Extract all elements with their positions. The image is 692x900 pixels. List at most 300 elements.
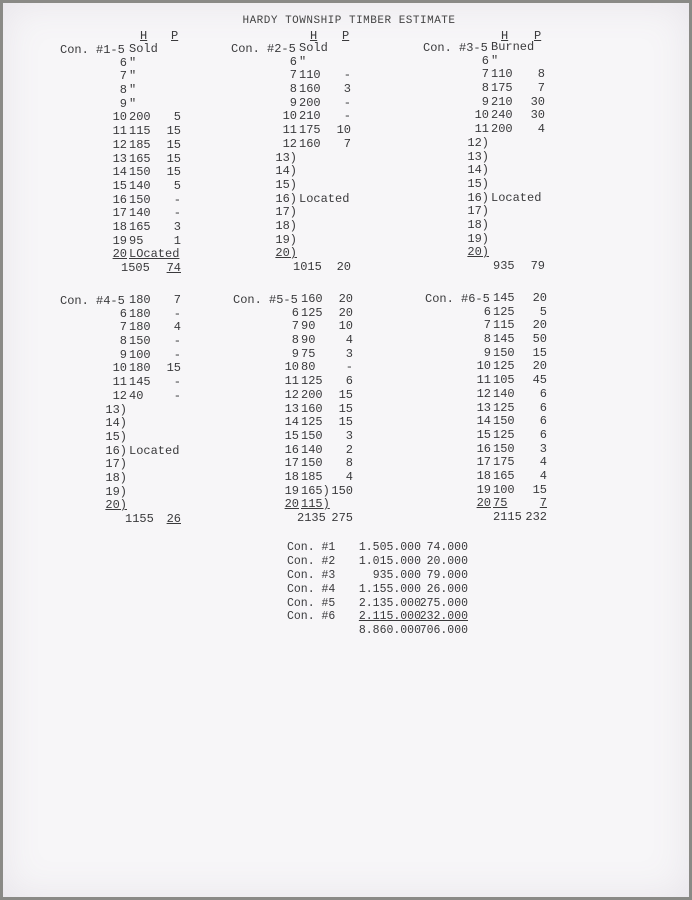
summary-row	[283, 583, 483, 597]
block1-row-h-value: 165	[129, 151, 151, 166]
block4-total-h: 1155	[125, 512, 154, 526]
block3-row-h-value: "	[491, 53, 499, 68]
header-p-2: P	[342, 29, 350, 43]
block4-row	[103, 486, 193, 500]
block5-row-h-value: 150	[301, 428, 323, 443]
block6-row-number: 19	[476, 482, 491, 497]
summary-row	[283, 555, 483, 569]
block2-row-number: 9	[289, 95, 297, 110]
block5-row-h-value: 140	[301, 442, 323, 457]
block5-row	[275, 457, 365, 471]
summary-row-h: 1.015.000	[358, 554, 421, 568]
block2-row	[273, 124, 363, 138]
block5-row	[275, 375, 365, 389]
block2-row-number: 18)	[275, 218, 297, 233]
block1-row-h-value: 140	[129, 206, 151, 221]
block4-row-number: 7	[119, 320, 127, 335]
block1-row-number: 10	[112, 110, 127, 125]
summary-row-h: 2.135.000	[358, 596, 421, 610]
block3-row	[465, 151, 555, 165]
summary-row-label: Con. #4	[287, 582, 336, 596]
block4-row	[103, 294, 193, 308]
block4-row	[103, 321, 193, 335]
block1-row-p-value: 1	[173, 233, 181, 248]
block6-row	[467, 306, 557, 320]
block6-row-p-value: 7	[539, 496, 547, 511]
block1-row-h-value: LOcated	[129, 247, 180, 262]
block6-row	[467, 429, 557, 443]
block3-row	[465, 178, 555, 192]
block3-row-number: 14)	[467, 163, 489, 178]
block3-row	[465, 96, 555, 110]
block4-row	[103, 472, 193, 486]
block5-row	[275, 430, 365, 444]
block5-row	[275, 471, 365, 485]
block6-row-p-value: 20	[532, 318, 547, 333]
block6-row-p-value: 6	[539, 386, 547, 401]
block4-row	[103, 431, 193, 445]
block2-row	[273, 247, 363, 261]
block4-row-number: 18)	[105, 470, 127, 485]
summary-row-h: 1.155.000	[358, 582, 421, 596]
block1-row	[103, 194, 193, 208]
block1-row-p-value: 15	[166, 165, 181, 180]
block3-row-number: 11	[474, 122, 489, 137]
block1-total-h: 1505	[121, 261, 150, 275]
block5-row-h-value: 125	[301, 374, 323, 389]
block5-row-p-value: 150	[331, 483, 353, 498]
block6-row-p-value: 20	[532, 359, 547, 374]
block6-label: Con. #6-5	[425, 292, 490, 306]
block1-row	[103, 125, 193, 139]
block3-row-h-value: 200	[491, 122, 513, 137]
block2-row-number: 8	[289, 82, 297, 97]
block3-row-p-value: 8	[537, 67, 545, 82]
block5-row	[275, 416, 365, 430]
block3-row	[465, 109, 555, 123]
summary-row-p: 232.000	[419, 610, 468, 624]
block4-row	[103, 458, 193, 472]
block4-row-p-value: 7	[173, 293, 181, 307]
block3-row-h-value: 210	[491, 94, 513, 109]
block4-row-h-value: 180	[129, 361, 151, 376]
block5-total-p: 275	[331, 511, 353, 525]
block5-row-h-value: 125	[301, 305, 323, 320]
block5-row	[275, 389, 365, 403]
block1-row-h-value: 95	[129, 233, 144, 248]
block5-row-number: 17	[284, 456, 299, 471]
block6-row-number: 6	[483, 304, 491, 319]
block2-row-number: 7	[289, 68, 297, 83]
summary-row-p: 74.000	[426, 541, 468, 554]
block1-total-p: 74	[166, 261, 181, 275]
block6-row	[467, 388, 557, 402]
block4-row-number: 19)	[105, 484, 127, 499]
block2-row-p-value: 3	[343, 82, 351, 97]
block6-row-p-value: 6	[539, 414, 547, 429]
block1-row-number: 15	[112, 178, 127, 193]
block4-row	[103, 308, 193, 322]
block3-row-number: 16)	[467, 190, 489, 205]
block5-row-p-value: -	[345, 360, 353, 375]
block4-row-number: 13)	[105, 402, 127, 417]
block2-row-h-value: 200	[299, 95, 321, 110]
block2-row-number: 14)	[275, 164, 297, 179]
block5-row-h-value: 90	[301, 319, 316, 334]
block2-row-number: 15)	[275, 177, 297, 192]
block2-row	[273, 83, 363, 97]
block6-row-p-value: 4	[539, 468, 547, 483]
block1-row	[103, 111, 193, 125]
block5-row-p-value: 3	[345, 428, 353, 443]
block4-row-number: 17)	[105, 457, 127, 472]
block3-row	[465, 164, 555, 178]
block1-row-p-value: -	[173, 192, 181, 207]
block2-row	[273, 138, 363, 152]
block1-total-row	[103, 262, 193, 276]
block4-row-number: 9	[119, 347, 127, 362]
document-page	[3, 3, 689, 897]
block3-row	[465, 82, 555, 96]
block6-row-h-value: 105	[493, 373, 515, 388]
block5-row-number: 19	[284, 483, 299, 498]
block1-row-p-value: 3	[173, 219, 181, 234]
block4-row-number: 20)	[105, 498, 127, 513]
block1-row-number: 12	[112, 137, 127, 152]
block3-row-h-value: 110	[491, 67, 513, 82]
block4-row	[103, 349, 193, 363]
block4-row-h-value: 145	[129, 375, 151, 390]
block4-row-h-value: 100	[129, 347, 151, 362]
header-h-1: H	[140, 29, 148, 43]
block6-row-h-value: 125	[493, 304, 515, 319]
block5-row-h-value: 115)	[301, 497, 330, 512]
block3-row	[465, 219, 555, 233]
block6-row	[467, 402, 557, 416]
block3-row-p-value: 30	[530, 94, 545, 109]
block4-row	[103, 499, 193, 513]
block5-row-number: 20	[284, 497, 299, 512]
block2-row-h-value: 160	[299, 136, 321, 151]
block5-row-p-value: 3	[345, 346, 353, 361]
block5-row-h-value: 185	[301, 469, 323, 484]
block5-row-p-value: 15	[338, 401, 353, 416]
block6-row	[467, 360, 557, 374]
block3-row-number: 10	[474, 108, 489, 123]
block4-table	[103, 294, 193, 527]
block6-row-h-value: 115	[493, 318, 515, 333]
summary-row-p: 275.000	[419, 596, 468, 610]
summary-row-h: 1.505.000	[358, 541, 421, 554]
block2-row-p-value: -	[343, 95, 351, 110]
block1-row	[103, 235, 193, 249]
block4-row-number: 10	[112, 361, 127, 376]
block5-row-number: 15	[284, 428, 299, 443]
block6-row-number: 10	[476, 359, 491, 374]
block3-label: Con. #3-5	[423, 41, 488, 55]
block3-row-h-value: 240	[491, 108, 513, 123]
block6-row-h-value: 75	[493, 496, 508, 511]
block2-total-row	[273, 261, 363, 275]
block6-row-number: 16	[476, 441, 491, 456]
block3-row	[465, 55, 555, 69]
block1-row-h-value: "	[129, 69, 137, 84]
block2-row-h-value: Located	[299, 191, 350, 206]
block3-row	[465, 68, 555, 82]
block5-row-p-value: 6	[345, 374, 353, 389]
block1-row-number: 8	[119, 83, 127, 98]
block5-row-p-value: 10	[338, 319, 353, 334]
block6-row-h-value: 100	[493, 482, 515, 497]
block2-table	[273, 42, 363, 275]
block5-row-h-value: 75	[301, 346, 316, 361]
block4-row	[103, 376, 193, 390]
block4-row-h-value: Located	[129, 443, 180, 458]
block6-row-number: 7	[483, 318, 491, 333]
block5-row-p-value: 15	[338, 415, 353, 430]
block6-row-number: 15	[476, 427, 491, 442]
block6-row-p-value: 3	[539, 441, 547, 456]
block2-row-p-value: 10	[336, 123, 351, 138]
block6-row	[467, 374, 557, 388]
block5-row-p-value: 15	[338, 387, 353, 402]
block5-row	[275, 498, 365, 512]
block1-row-h-value: "	[129, 96, 137, 111]
block6-row-number: 18	[476, 468, 491, 483]
block3-row-number: 17)	[467, 204, 489, 219]
header-h-3: H	[501, 29, 509, 43]
block5-row-number: 11	[284, 374, 299, 389]
block5-total-row	[275, 512, 365, 526]
block2-row-number: 16)	[275, 191, 297, 206]
block3-row-p-value: 7	[537, 81, 545, 96]
block2-row	[273, 42, 363, 56]
block3-row-number: 19)	[467, 231, 489, 246]
block1-row	[103, 166, 193, 180]
block6-row-number: 11	[476, 373, 491, 388]
block5-row-number: 16	[284, 442, 299, 457]
block6-row	[467, 333, 557, 347]
block4-row	[103, 390, 193, 404]
block5-row	[275, 293, 365, 307]
block4-row-p-value: -	[173, 388, 181, 403]
block1-row-number: 11	[112, 124, 127, 139]
block6-row-p-value: 6	[539, 427, 547, 442]
summary-row-label: Con. #3	[287, 568, 336, 582]
block2-label: Con. #2-5	[231, 42, 296, 56]
block6-row-h-value: 125	[493, 427, 515, 442]
block2-total-p: 20	[336, 260, 351, 274]
block5-table	[275, 293, 365, 526]
block1-row-number: 14	[112, 165, 127, 180]
block2-row-p-value: -	[343, 109, 351, 124]
block6-row-h-value: 145	[493, 332, 515, 347]
block3-row-h-value: Located	[491, 190, 542, 205]
block5-row	[275, 444, 365, 458]
header-p-1: P	[171, 29, 179, 43]
block4-label: Con. #4-5	[60, 294, 125, 308]
block2-row	[273, 69, 363, 83]
block6-row-h-value: 125	[493, 400, 515, 415]
block2-row	[273, 234, 363, 248]
document-title: HARDY TOWNSHIP TIMBER ESTIMATE	[242, 15, 456, 27]
block5-row-h-value: 90	[301, 333, 316, 348]
block6-row-number: 17	[476, 455, 491, 470]
block6-row	[467, 415, 557, 429]
block6-row	[467, 292, 557, 306]
block4-row-number: 6	[119, 306, 127, 321]
block4-row	[103, 362, 193, 376]
block5-row-h-value: 160	[301, 401, 323, 416]
block1-row-p-value: 5	[173, 110, 181, 125]
block3-row-number: 18)	[467, 217, 489, 232]
block5-row	[275, 320, 365, 334]
block6-row	[467, 319, 557, 333]
block5-row	[275, 403, 365, 417]
block3-row	[465, 123, 555, 137]
block1-row-p-value: 5	[173, 178, 181, 193]
block2-row	[273, 206, 363, 220]
block5-row-h-value: 80	[301, 360, 316, 375]
block3-row	[465, 137, 555, 151]
block6-row-p-value: 15	[532, 482, 547, 497]
block3-table	[465, 41, 555, 274]
block1-row	[103, 221, 193, 235]
block1-row-h-value: Sold	[129, 42, 158, 56]
block5-row-number: 8	[291, 333, 299, 348]
summary-row-label: Con. #1	[287, 541, 336, 554]
block5-row-h-value: 200	[301, 387, 323, 402]
header-p-3: P	[534, 29, 542, 43]
block6-row-number: 14	[476, 414, 491, 429]
summary-total-p: 706.000	[419, 624, 468, 638]
block6-row-p-value: 45	[532, 373, 547, 388]
block4-row	[103, 335, 193, 349]
block1-row	[103, 153, 193, 167]
summary-table	[283, 541, 483, 638]
block6-total-h: 2115	[493, 510, 522, 524]
block4-row	[103, 417, 193, 431]
block1-row-number: 6	[119, 55, 127, 70]
block5-row	[275, 348, 365, 362]
block1-row-h-value: "	[129, 55, 137, 70]
block2-row	[273, 152, 363, 166]
block6-row-h-value: 150	[493, 441, 515, 456]
block1-row-number: 20	[112, 247, 127, 262]
block5-row-h-value: 165)	[301, 483, 330, 498]
block2-row-number: 20)	[275, 246, 297, 261]
block4-row-number: 11	[112, 375, 127, 390]
block4-row-p-value: 4	[173, 320, 181, 335]
block4-row-h-value: 40	[129, 388, 144, 403]
block5-row-number: 18	[284, 469, 299, 484]
block6-row-p-value: 15	[532, 345, 547, 360]
block5-row	[275, 334, 365, 348]
block1-table	[103, 43, 193, 276]
block2-row-number: 10	[282, 109, 297, 124]
block1-row	[103, 43, 193, 57]
block5-row-number: 9	[291, 346, 299, 361]
block5-row-p-value: 4	[345, 469, 353, 484]
block1-row	[103, 139, 193, 153]
block5-row-number: 6	[291, 305, 299, 320]
block1-row-number: 19	[112, 233, 127, 248]
block1-row-number: 13	[112, 151, 127, 166]
block3-row-number: 7	[481, 67, 489, 82]
block1-label: Con. #1-5	[60, 43, 125, 57]
block4-row-h-value: 150	[129, 334, 151, 349]
block4-total-p: 26	[166, 512, 181, 526]
block2-row	[273, 110, 363, 124]
summary-total-row	[283, 624, 483, 638]
block6-row	[467, 497, 557, 511]
block5-total-h: 2135	[297, 511, 326, 525]
summary-row-p: 20.000	[426, 554, 468, 568]
block2-row	[273, 165, 363, 179]
block3-total-h: 935	[493, 259, 515, 273]
block2-row	[273, 97, 363, 111]
block1-row	[103, 98, 193, 112]
block6-row-h-value: 165	[493, 468, 515, 483]
summary-row	[283, 597, 483, 611]
block5-row-p-value: 4	[345, 333, 353, 348]
block1-row-h-value: 115	[129, 124, 151, 139]
block6-row-number: 8	[483, 332, 491, 347]
block5-row	[275, 361, 365, 375]
block1-row-p-value: 15	[166, 151, 181, 166]
block5-row-p-value: 8	[345, 456, 353, 471]
block2-row-h-value: 210	[299, 109, 321, 124]
block4-row-p-value: -	[173, 306, 181, 321]
block4-row-number: 16)	[105, 443, 127, 458]
block6-total-p: 232	[525, 510, 547, 524]
block3-row-number: 9	[481, 94, 489, 109]
block2-row-number: 13)	[275, 150, 297, 165]
block2-row-number: 12	[282, 136, 297, 151]
block2-row	[273, 220, 363, 234]
block3-row-number: 20)	[467, 245, 489, 260]
block6-row	[467, 443, 557, 457]
block4-row-h-value: 180	[129, 293, 151, 307]
summary-row-h: 2.115.000	[358, 610, 421, 624]
block3-row	[465, 205, 555, 219]
block6-row	[467, 470, 557, 484]
block1-row-number: 16	[112, 192, 127, 207]
block4-row-number: 14)	[105, 416, 127, 431]
block2-row-h-value: 175	[299, 123, 321, 138]
block6-row	[467, 456, 557, 470]
block2-row-h-value: Sold	[299, 41, 328, 55]
block6-row-h-value: 145	[493, 291, 515, 305]
block1-row-p-value: 15	[166, 124, 181, 139]
block1-row-number: 17	[112, 206, 127, 221]
block6-row-h-value: 125	[493, 359, 515, 374]
block6-row	[467, 484, 557, 498]
summary-row-p: 26.000	[426, 582, 468, 596]
block5-row-p-value: 2	[345, 442, 353, 457]
block2-row	[273, 193, 363, 207]
block2-row-number: 11	[282, 123, 297, 138]
block5-row-p-value: 20	[338, 305, 353, 320]
block5-row-number: 7	[291, 319, 299, 334]
block5-row	[275, 307, 365, 321]
block1-row-h-value: 150	[129, 165, 151, 180]
block5-row-p-value: 20	[338, 292, 353, 306]
block3-total-row	[465, 260, 555, 274]
block1-row	[103, 70, 193, 84]
block3-row-number: 12)	[467, 135, 489, 150]
block1-row-p-value: 15	[166, 137, 181, 152]
